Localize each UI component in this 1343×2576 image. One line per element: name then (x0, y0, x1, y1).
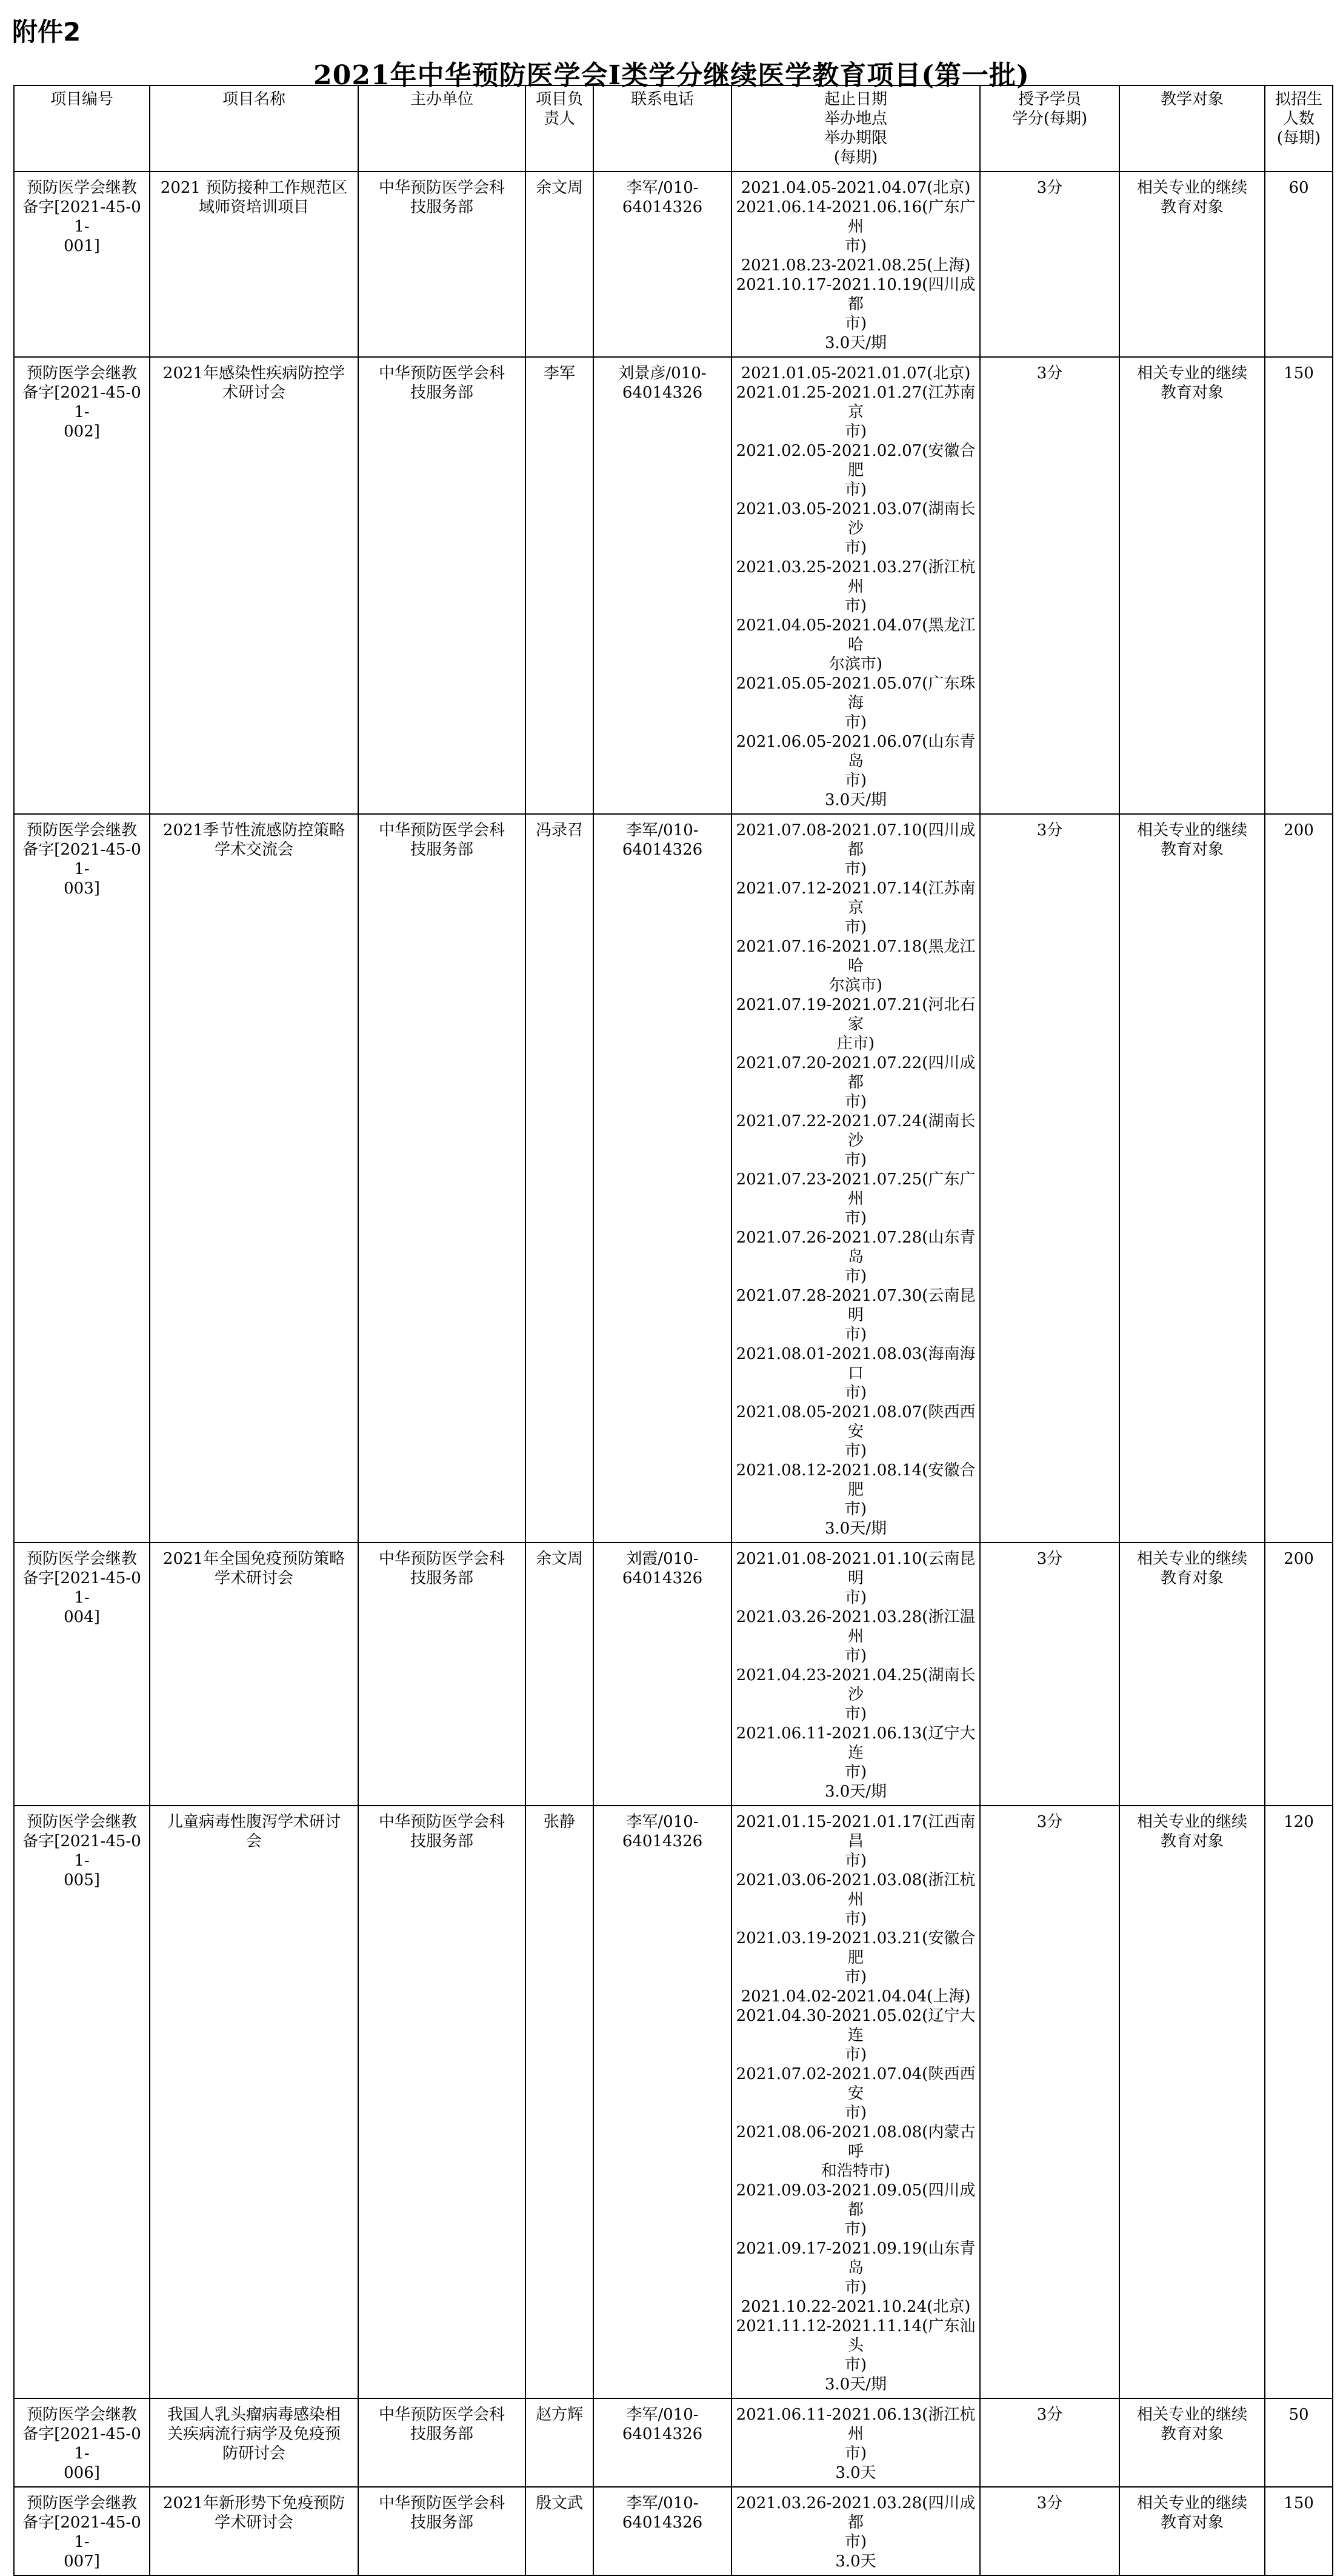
cell-dates (731, 172, 980, 357)
header-row (14, 85, 1333, 172)
cell-line: 预防医学会继教 (26, 2406, 137, 2424)
cell-line: 预防医学会继教 (26, 1813, 137, 1831)
header-target: 教学对象 (1119, 85, 1265, 172)
cell-line: 3.0天/期 (824, 1783, 887, 1801)
cell-line: 会 (245, 1832, 262, 1850)
cell-line: 市) (844, 1442, 867, 1460)
cell-code (14, 172, 150, 357)
cell-line: 市) (844, 1093, 867, 1111)
cell-org (358, 2398, 525, 2487)
cell-line: 备字[2021-45-01- (22, 2425, 141, 2463)
cell-line: 2021.01.08-2021.01.10(云南昆明 (736, 1550, 976, 1587)
cell-line: 备字[2021-45-01- (22, 384, 141, 421)
cell-count: 150 (1265, 2487, 1333, 2575)
table-row (14, 1543, 1333, 1806)
cell-name (150, 2398, 358, 2487)
header-org: 主办单位 (358, 85, 525, 172)
cell-dates (731, 2487, 980, 2575)
cell-name (150, 357, 358, 814)
cell-line: 备字[2021-45-01- (22, 198, 141, 236)
cell-count: 150 (1265, 357, 1333, 814)
table-row (14, 1806, 1333, 2398)
cell-name (150, 1543, 358, 1806)
header-code: 项目编号 (14, 85, 150, 172)
cell-line: 2021.06.05-2021.06.07(山东青岛 (736, 733, 976, 770)
cell-line: 2021.05.05-2021.05.07(广东珠海 (736, 675, 976, 712)
cell-lead: 赵方辉 (525, 2398, 593, 2487)
cell-line: 004] (64, 1608, 100, 1626)
cell-count: 120 (1265, 1806, 1333, 2398)
cell-line: 技服务部 (410, 1569, 473, 1587)
cell-line: 备字[2021-45-01- (22, 841, 141, 878)
cell-line: 2021.07.22-2021.07.24(湖南长沙 (736, 1112, 976, 1150)
cell-org (358, 357, 525, 814)
cell-dates (731, 1806, 980, 2398)
cell-line: 市) (844, 597, 867, 615)
cell-phone (593, 1806, 731, 2398)
cell-line: 2021年感染性疾病防控学 (162, 364, 345, 382)
cell-line: 市) (844, 1968, 867, 1986)
cell-line: 2021.02.05-2021.02.07(安徽合肥 (736, 442, 976, 479)
cell-dates (731, 357, 980, 814)
table-row (14, 357, 1333, 814)
cell-line: 2021季节性流感防控策略 (162, 821, 345, 839)
cell-target (1119, 1543, 1265, 1806)
cell-code (14, 357, 150, 814)
cell-line: 2021.04.23-2021.04.25(湖南长沙 (736, 1666, 976, 1704)
cell-line: 市) (844, 422, 867, 441)
cell-org (358, 1806, 525, 2398)
cell-line: 64014326 (622, 1832, 703, 1850)
cell-line: 市) (844, 315, 867, 333)
cell-code (14, 1806, 150, 2398)
cell-line: 李军/010- (626, 1813, 699, 1831)
cell-line: 2021.03.06-2021.03.08(浙江杭州 (736, 1871, 976, 1909)
cell-credit: 3分 (980, 1806, 1119, 2398)
cell-line: 2021.07.23-2021.07.25(广东广州 (736, 1170, 976, 1208)
cell-line: 市) (844, 2220, 867, 2238)
cell-phone (593, 172, 731, 357)
cell-line: 技服务部 (410, 1832, 473, 1850)
cell-name (150, 172, 358, 357)
cell-line: 中华预防医学会科 (378, 364, 505, 382)
cell-line: 尔滨市) (828, 976, 883, 995)
cell-line: 3.0天/期 (824, 334, 887, 352)
table-row (14, 2487, 1333, 2575)
cell-line: 64014326 (622, 198, 703, 216)
cell-line: 关疾病流行病学及免疫预 (167, 2425, 341, 2443)
cell-target (1119, 1806, 1265, 2398)
cell-line: 3.0天/期 (824, 2375, 887, 2394)
cell-line: 技服务部 (410, 2514, 473, 2532)
cell-line: 李军/010- (626, 821, 699, 839)
cell-target (1119, 2398, 1265, 2487)
cell-line: 2021.11.12-2021.11.14(广东汕头 (736, 2317, 976, 2355)
cell-line: 007] (64, 2552, 100, 2571)
cell-line: 预防医学会继教 (26, 2494, 137, 2512)
cell-line: 教育对象 (1160, 384, 1224, 402)
cell-line: 003] (64, 879, 100, 898)
cell-line: 64014326 (622, 2425, 703, 2443)
cell-line: 市) (844, 1763, 867, 1781)
cell-line: 2021.07.02-2021.07.04(陕西西安 (736, 2065, 976, 2103)
cell-phone (593, 2487, 731, 2575)
cell-dates (731, 814, 980, 1543)
cell-line: 市) (844, 1589, 867, 1607)
table-row (14, 172, 1333, 357)
cell-lead: 余文周 (525, 172, 593, 357)
cell-line: 市) (844, 860, 867, 878)
cell-code (14, 814, 150, 1543)
cell-lead: 冯录召 (525, 814, 593, 1543)
cell-line: 2021.07.19-2021.07.21(河北石家 (736, 996, 976, 1033)
table-row (14, 814, 1333, 1543)
cell-line: 2021.03.05-2021.03.07(湖南长沙 (736, 500, 976, 538)
cell-line: 001] (64, 237, 100, 255)
cell-line: 3.0天 (835, 2464, 876, 2482)
cell-count: 50 (1265, 2398, 1333, 2487)
cell-line: 市) (844, 1209, 867, 1227)
cell-line: 备字[2021-45-01- (22, 1569, 141, 1607)
cell-line: 2021.10.17-2021.10.19(四川成都 (736, 276, 976, 313)
cell-line: 预防医学会继教 (26, 364, 137, 382)
cell-credit: 3分 (980, 2487, 1119, 2575)
cell-line: 技服务部 (410, 2425, 473, 2443)
cell-line: 002] (64, 422, 100, 441)
cell-line: 64014326 (622, 2514, 703, 2532)
cell-line: 市) (844, 2444, 867, 2463)
cell-line: 市) (844, 1151, 867, 1169)
cell-line: 64014326 (622, 384, 703, 402)
cell-line: 2021.06.11-2021.06.13(浙江杭州 (736, 2406, 976, 2443)
cell-org (358, 172, 525, 357)
cell-line: 2021.03.19-2021.03.21(安徽合肥 (736, 1929, 976, 1967)
cell-line: 市) (844, 1647, 867, 1665)
cell-line: 教育对象 (1160, 1569, 1224, 1587)
cell-dates (731, 2398, 980, 2487)
cell-org (358, 1543, 525, 1806)
cell-line: 2021.01.25-2021.01.27(江苏南京 (736, 384, 976, 421)
cell-line: 2021.07.16-2021.07.18(黑龙江哈 (736, 938, 976, 975)
cell-line: 2021.07.08-2021.07.10(四川成都 (736, 821, 976, 859)
cell-line: 64014326 (622, 1569, 703, 1587)
cell-phone (593, 2398, 731, 2487)
cell-line: 市) (844, 1267, 867, 1286)
cell-line: 2021.08.05-2021.08.07(陕西西安 (736, 1403, 976, 1441)
header-name: 项目名称 (150, 85, 358, 172)
cell-lead: 殷文武 (525, 2487, 593, 2575)
cell-line: 2021.01.15-2021.01.17(江西南昌 (736, 1813, 976, 1850)
cell-org (358, 814, 525, 1543)
cell-line: 3.0天 (835, 2552, 876, 2571)
cell-line: 教育对象 (1160, 2514, 1224, 2532)
cell-code (14, 1543, 150, 1806)
cell-line: 儿童病毒性腹泻学术研讨 (167, 1813, 341, 1831)
header-lead: 项目负 责人 (525, 85, 593, 172)
cell-line: 李军/010- (626, 179, 699, 197)
cell-line: 2021.07.12-2021.07.14(江苏南京 (736, 879, 976, 917)
cell-line: 2021 预防接种工作规范区 (160, 179, 348, 197)
cell-line: 技服务部 (410, 384, 473, 402)
cell-line: 2021年全国免疫预防策略 (162, 1550, 345, 1568)
cell-line: 2021.04.05-2021.04.07(黑龙江哈 (736, 616, 976, 654)
table-body (14, 172, 1333, 2575)
cell-line: 3.0天/期 (824, 791, 887, 809)
cell-line: 市) (844, 1705, 867, 1723)
cell-line: 2021.09.17-2021.09.19(山东青岛 (736, 2240, 976, 2277)
cell-line: 相关专业的继续 (1136, 2494, 1247, 2512)
cell-line: 市) (844, 2533, 867, 2551)
cell-line: 006] (64, 2464, 100, 2482)
cell-line: 2021.03.25-2021.03.27(浙江杭州 (736, 558, 976, 596)
cell-dates (731, 1543, 980, 1806)
cell-line: 备字[2021-45-01- (22, 2514, 141, 2551)
cell-line: 市) (844, 2104, 867, 2122)
cell-line: 学术研讨会 (214, 2514, 293, 2532)
cell-line: 市) (844, 2278, 867, 2297)
cell-lead: 李军 (525, 357, 593, 814)
cell-line: 2021.07.28-2021.07.30(云南昆明 (736, 1287, 976, 1324)
cell-phone (593, 1543, 731, 1806)
cell-line: 市) (844, 539, 867, 557)
cell-target (1119, 2487, 1265, 2575)
cell-line: 市) (844, 1326, 867, 1344)
header-credit: 授予学员 学分(每期) (980, 85, 1119, 172)
cell-line: 庄市) (836, 1035, 875, 1053)
cell-line: 预防医学会继教 (26, 1550, 137, 1568)
cell-line: 64014326 (622, 841, 703, 859)
header-dates: 起止日期 举办地点 举办期限 (每期) (731, 85, 980, 172)
cell-line: 市) (844, 481, 867, 499)
cell-count: 200 (1265, 1543, 1333, 1806)
cell-line: 相关专业的继续 (1136, 821, 1247, 839)
cell-line: 预防医学会继教 (26, 179, 137, 197)
cell-target (1119, 357, 1265, 814)
document-title: 2021年中华预防医学会I类学分继续医学教育项目(第一批) (313, 60, 1030, 91)
cell-line: 中华预防医学会科 (378, 1813, 505, 1831)
cell-line: 学术研讨会 (214, 1569, 293, 1587)
cell-count: 60 (1265, 172, 1333, 357)
cell-line: 2021.06.14-2021.06.16(广东广州 (736, 198, 976, 236)
cell-line: 术研讨会 (222, 384, 285, 402)
cell-line: 我国人乳头瘤病毒感染相 (167, 2406, 341, 2424)
cell-org (358, 2487, 525, 2575)
cell-line: 2021.10.22-2021.10.24(北京) (741, 2298, 971, 2316)
cell-line: 2021.04.05-2021.04.07(北京) (741, 179, 971, 197)
cell-line: 2021.08.23-2021.08.25(上海) (741, 256, 971, 275)
cell-line: 中华预防医学会科 (378, 2494, 505, 2512)
cell-line: 2021.06.11-2021.06.13(辽宁大连 (736, 1724, 976, 1762)
cell-line: 2021.07.20-2021.07.22(四川成都 (736, 1054, 976, 1092)
cell-credit: 3分 (980, 814, 1119, 1543)
cell-line: 预防医学会继教 (26, 821, 137, 839)
cell-line: 备字[2021-45-01- (22, 1832, 141, 1870)
cell-line: 中华预防医学会科 (378, 1550, 505, 1568)
cell-line: 2021.08.01-2021.08.03(海南海口 (736, 1345, 976, 1383)
cell-line: 学术交流会 (214, 841, 293, 859)
cell-line: 市) (844, 772, 867, 790)
cell-line: 相关专业的继续 (1136, 179, 1247, 197)
cell-line: 2021.04.02-2021.04.04(上海) (741, 1987, 971, 2006)
cell-line: 2021.08.12-2021.08.14(安徽合肥 (736, 1461, 976, 1499)
cell-credit: 3分 (980, 1543, 1119, 1806)
cell-line: 刘霞/010- (626, 1550, 699, 1568)
cell-line: 相关专业的继续 (1136, 364, 1247, 382)
header-count: 拟招生 人数 (每期) (1265, 85, 1333, 172)
cell-line: 相关专业的继续 (1136, 1550, 1247, 1568)
cell-phone (593, 357, 731, 814)
cell-code (14, 2398, 150, 2487)
table-row (14, 2398, 1333, 2487)
cell-line: 教育对象 (1160, 841, 1224, 859)
cell-line: 刘景彦/010- (618, 364, 707, 382)
cell-line: 市) (844, 713, 867, 732)
cell-line: 2021.08.06-2021.08.08(内蒙古呼 (736, 2123, 976, 2161)
cell-credit: 3分 (980, 357, 1119, 814)
cell-line: 教育对象 (1160, 1832, 1224, 1850)
cell-credit: 3分 (980, 2398, 1119, 2487)
cell-line: 教育对象 (1160, 198, 1224, 216)
cell-code (14, 2487, 150, 2575)
cell-line: 2021.09.03-2021.09.05(四川成都 (736, 2181, 976, 2219)
cell-count: 200 (1265, 814, 1333, 1543)
cell-line: 2021.07.26-2021.07.28(山东青岛 (736, 1229, 976, 1266)
cell-line: 李军/010- (626, 2494, 699, 2512)
cell-line: 市) (844, 237, 867, 255)
cell-lead: 余文周 (525, 1543, 593, 1806)
cell-line: 005] (64, 1871, 100, 1889)
cell-name (150, 1806, 358, 2398)
cell-line: 技服务部 (410, 841, 473, 859)
cell-line: 2021.01.05-2021.01.07(北京) (741, 364, 971, 382)
cell-line: 2021.04.30-2021.05.02(辽宁大连 (736, 2007, 976, 2044)
cell-line: 市) (844, 918, 867, 936)
cell-lead: 张静 (525, 1806, 593, 2398)
cell-line: 中华预防医学会科 (378, 821, 505, 839)
cell-line: 教育对象 (1160, 2425, 1224, 2443)
cell-line: 李军/010- (626, 2406, 699, 2424)
cell-line: 2021.03.26-2021.03.28(浙江温州 (736, 1608, 976, 1646)
cell-line: 相关专业的继续 (1136, 1813, 1247, 1831)
cell-line: 技服务部 (410, 198, 473, 216)
cell-line: 域师资培训项目 (198, 198, 309, 216)
attachment-label: 附件2 (12, 17, 81, 47)
cell-line: 防研讨会 (222, 2444, 285, 2463)
cell-target (1119, 172, 1265, 357)
cell-line: 市) (844, 1852, 867, 1870)
cell-credit: 3分 (980, 172, 1119, 357)
cell-name (150, 814, 358, 1543)
cell-phone (593, 814, 731, 1543)
project-table (13, 85, 1333, 2576)
cell-line: 市) (844, 1500, 867, 1518)
cell-line: 和浩特市) (821, 2162, 891, 2180)
cell-line: 尔滨市) (828, 655, 883, 673)
cell-line: 市) (844, 2356, 867, 2374)
cell-line: 3.0天/期 (824, 1520, 887, 1538)
cell-line: 市) (844, 1910, 867, 1928)
header-phone: 联系电话 (593, 85, 731, 172)
cell-name (150, 2487, 358, 2575)
cell-target (1119, 814, 1265, 1543)
cell-line: 2021年新形势下免疫预防 (162, 2494, 345, 2512)
cell-line: 相关专业的继续 (1136, 2406, 1247, 2424)
cell-line: 2021.03.26-2021.03.28(四川成都 (736, 2494, 976, 2532)
cell-line: 市) (844, 2046, 867, 2064)
cell-line: 市) (844, 1384, 867, 1402)
cell-line: 中华预防医学会科 (378, 2406, 505, 2424)
cell-line: 中华预防医学会科 (378, 179, 505, 197)
